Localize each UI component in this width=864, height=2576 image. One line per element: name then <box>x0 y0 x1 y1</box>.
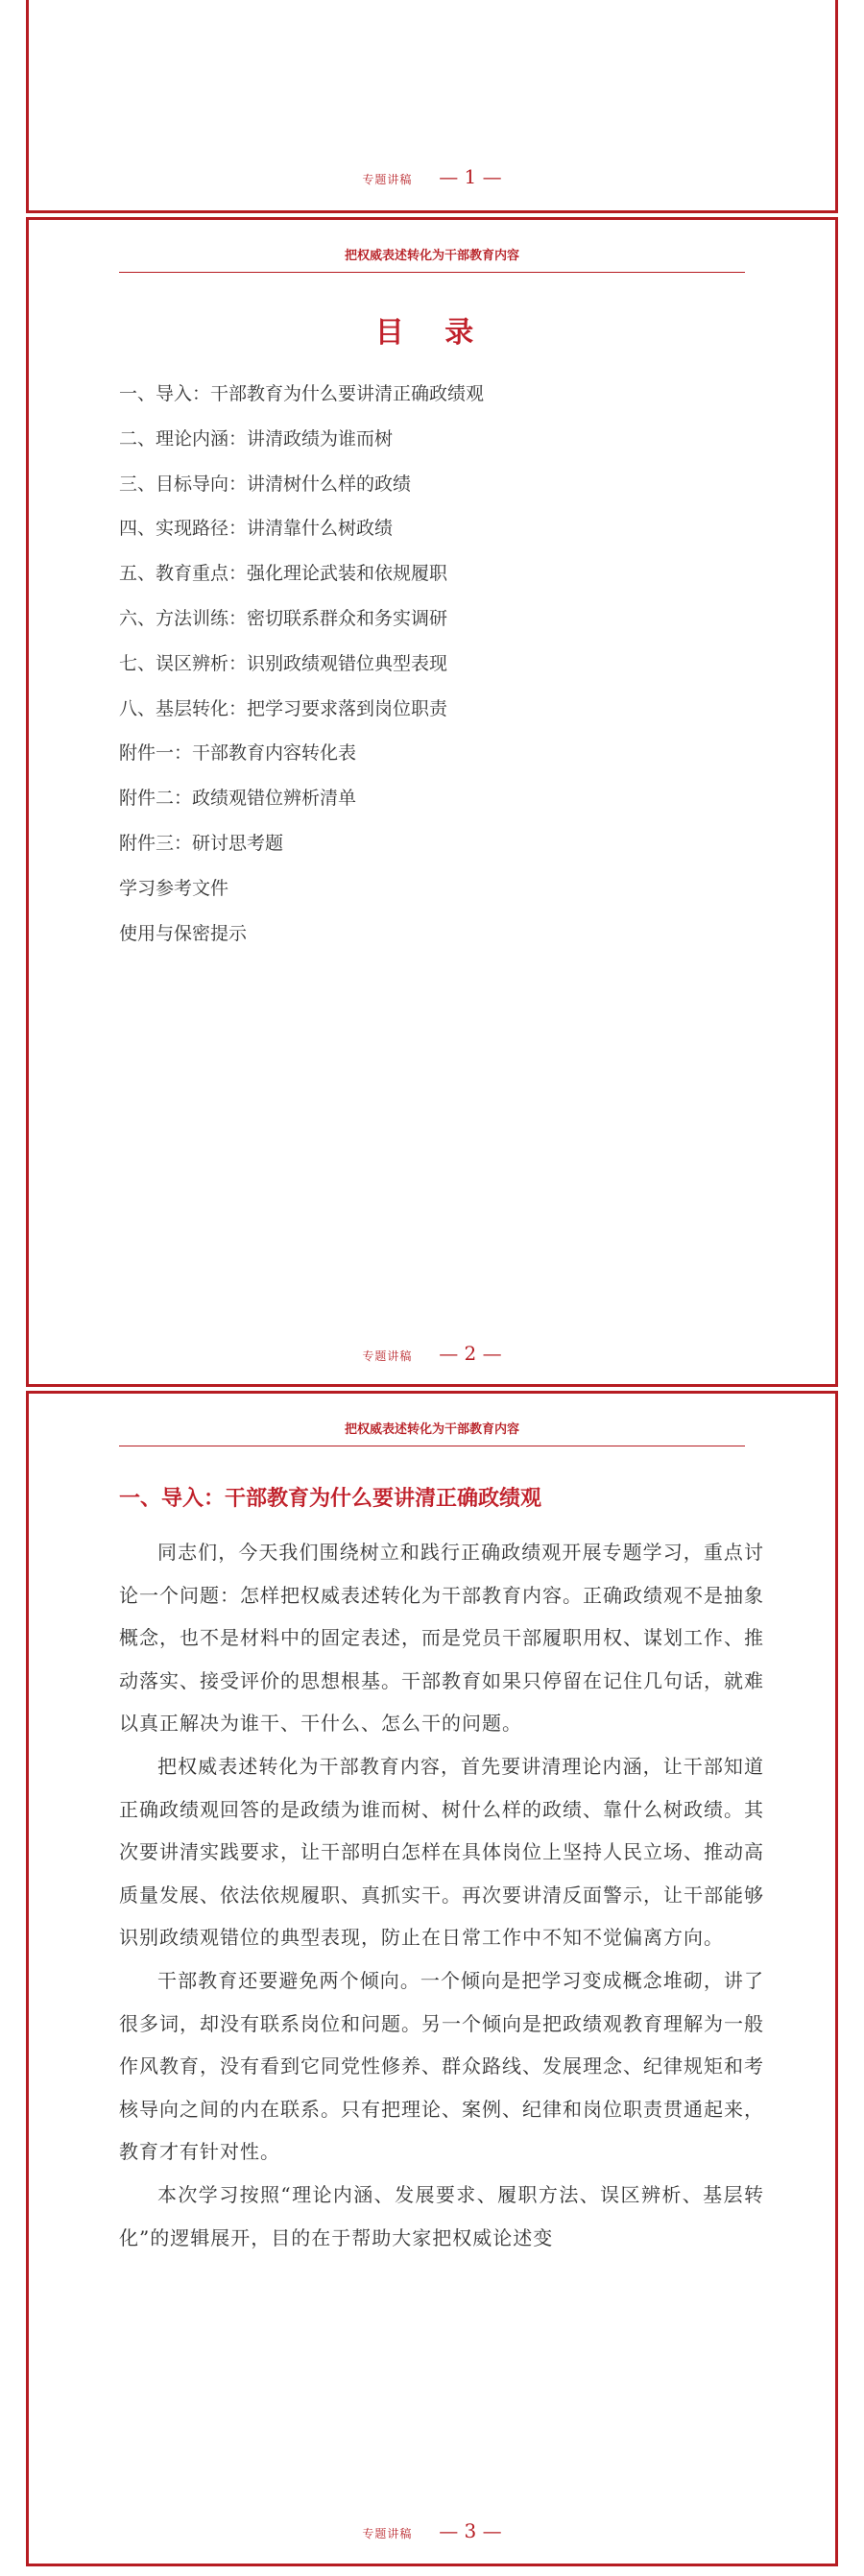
page-3 <box>26 1391 838 2566</box>
page-number: — 1 — <box>439 165 502 188</box>
toc-title: 目 录 <box>374 316 490 350</box>
paragraph: 本次学习按照“理论内涵、发展要求、履职方法、误区辨析、基层转化”的逻辑展开，目的在于帮助大家把权威论述变 <box>119 2182 764 2249</box>
toc-item[interactable]: 六、方法训练：密切联系群众和务实调研 <box>119 607 448 629</box>
section-body <box>119 1531 764 2259</box>
section-heading: 一、导入：干部教育为什么要讲清正确政绩观 <box>119 1487 542 1511</box>
page-1 <box>26 0 838 213</box>
running-header: 把权威表述转化为干部教育内容 <box>119 1419 745 1446</box>
toc-item[interactable]: 附件二：政绩观错位辨析清单 <box>119 788 357 810</box>
page-2 <box>26 217 838 1387</box>
toc-item[interactable]: 一、导入：干部教育为什么要讲清正确政绩观 <box>119 383 485 404</box>
toc-item[interactable]: 八、基层转化：把学习要求落到岗位职责 <box>119 697 448 719</box>
page-number: — 3 — <box>439 2519 502 2542</box>
toc-item[interactable]: 七、误区辨析：识别政绩观错位典型表现 <box>119 652 448 674</box>
toc-item[interactable]: 学习参考文件 <box>119 877 229 899</box>
toc-item[interactable]: 四、实现路径：讲清靠什么树政绩 <box>119 518 394 540</box>
page-footer <box>29 165 835 188</box>
footer-label: 专题讲稿 <box>362 2527 413 2540</box>
toc-item[interactable]: 五、教育重点：强化理论武装和依规履职 <box>119 563 448 585</box>
toc-item[interactable]: 附件三：研讨思考题 <box>119 832 284 854</box>
toc-list <box>119 372 484 956</box>
toc-item[interactable]: 三、目标导向：讲清树什么样的政绩 <box>119 473 412 495</box>
paragraph: 把权威表述转化为干部教育内容，首先要讲清理论内涵，让干部知道正确政绩观回答的是政绩为谁而树、树什么样的政绩、靠什么树政绩。其次要讲清实践要求，让干部明白怎样在具体岗位上坚持人民立场、推动高质量发展、依法依规履职、真抓实干。再次要讲清反面警示，让干部能够识别政绩观错位的典型表现，防止在日常工作中不知不觉偏离方向。 <box>119 1754 764 1950</box>
page-footer <box>29 2519 835 2542</box>
page-footer <box>29 1342 835 1365</box>
toc-item[interactable]: 附件一：干部教育内容转化表 <box>119 742 357 765</box>
page-number: — 2 — <box>439 1342 502 1365</box>
paragraph: 干部教育还要避免两个倾向。一个倾向是把学习变成概念堆砌，讲了很多词，却没有联系岗位和问题。另一个倾向是把政绩观教育理解为一般作风教育，没有看到它同党性修养、群众路线、发展理念、纪律规矩和考核导向之间的内在联系。只有把理论、案例、纪律和岗位职责贯通起来，教育才有针对性。 <box>119 1968 764 2164</box>
footer-label: 专题讲稿 <box>362 1349 413 1363</box>
toc-item[interactable]: 使用与保密提示 <box>119 922 248 944</box>
paragraph: 同志们，今天我们围绕树立和践行正确政绩观开展专题学习，重点讨论一个问题：怎样把权威表述转化为干部教育内容。正确政绩观不是抽象概念，也不是材料中的固定表述，而是党员干部履职用权、谋划工作、推动落实、接受评价的思想根基。干部教育如果只停留在记住几句话，就难以真正解决为谁干、干什么、怎么干的问题。 <box>119 1541 764 1736</box>
toc-item[interactable]: 二、理论内涵：讲清政绩为谁而树 <box>119 427 394 450</box>
running-header: 把权威表述转化为干部教育内容 <box>119 245 745 273</box>
footer-label: 专题讲稿 <box>362 173 413 186</box>
